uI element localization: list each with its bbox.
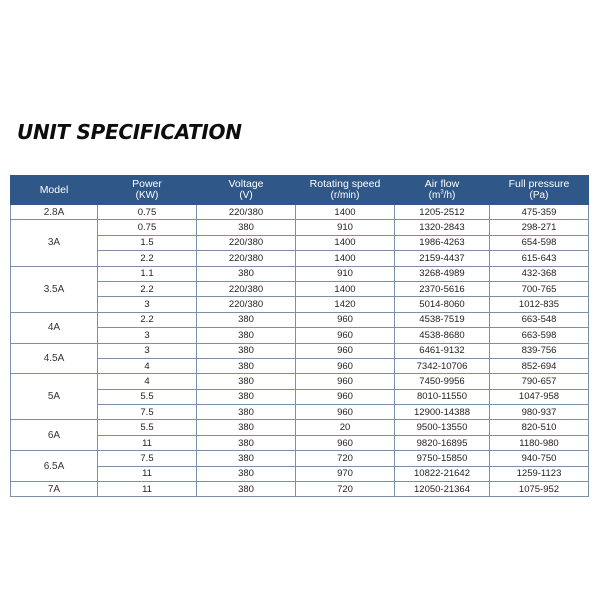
voltage-cell: 220/380: [197, 297, 296, 312]
airflow-cell: 7342-10706: [395, 358, 490, 373]
airflow-cell: 9820-16895: [395, 435, 490, 450]
speed-cell: 720: [296, 451, 395, 466]
airflow-cell: 12050-21364: [395, 482, 490, 497]
specification-table: [10, 175, 589, 497]
speed-cell: 960: [296, 389, 395, 404]
pressure-cell: 298-271: [490, 220, 589, 235]
airflow-cell: 9750-15850: [395, 451, 490, 466]
speed-cell: 960: [296, 435, 395, 450]
speed-cell: 910: [296, 266, 395, 281]
airflow-cell: 1986-4263: [395, 235, 490, 250]
table-row: [11, 220, 589, 235]
voltage-cell: 220/380: [197, 251, 296, 266]
airflow-cell: 2159-4437: [395, 251, 490, 266]
airflow-cell: 12900-14388: [395, 405, 490, 420]
power-cell: 3: [98, 297, 197, 312]
power-cell: 11: [98, 482, 197, 497]
table-row: [11, 358, 589, 373]
power-cell: 0.75: [98, 220, 197, 235]
voltage-cell: 380: [197, 266, 296, 281]
model-cell: 3.5A: [11, 266, 98, 312]
table-row: [11, 205, 589, 220]
voltage-cell: 380: [197, 435, 296, 450]
pressure-cell: 432-368: [490, 266, 589, 281]
header-voltage: Voltage (V): [197, 176, 296, 205]
table-header-row: [11, 176, 589, 205]
model-cell: 4.5A: [11, 343, 98, 374]
voltage-cell: 380: [197, 482, 296, 497]
airflow-cell: 1205-2512: [395, 205, 490, 220]
model-cell: 3A: [11, 220, 98, 266]
speed-cell: 960: [296, 374, 395, 389]
voltage-cell: 380: [197, 312, 296, 327]
speed-cell: 1400: [296, 251, 395, 266]
model-cell: 6.5A: [11, 451, 98, 482]
voltage-cell: 220/380: [197, 205, 296, 220]
pressure-cell: 790-657: [490, 374, 589, 389]
power-cell: 4: [98, 358, 197, 373]
power-cell: 0.75: [98, 205, 197, 220]
pressure-cell: 663-548: [490, 312, 589, 327]
power-cell: 3: [98, 328, 197, 343]
speed-cell: 1400: [296, 205, 395, 220]
voltage-cell: 380: [197, 451, 296, 466]
airflow-cell: 1320-2843: [395, 220, 490, 235]
power-cell: 2.2: [98, 312, 197, 327]
pressure-cell: 1047-958: [490, 389, 589, 404]
model-cell: 7A: [11, 482, 98, 497]
airflow-cell: 9500-13550: [395, 420, 490, 435]
pressure-cell: 839-756: [490, 343, 589, 358]
table-row: [11, 389, 589, 404]
model-cell: 5A: [11, 374, 98, 420]
speed-cell: 960: [296, 343, 395, 358]
table-row: [11, 435, 589, 450]
table-row: [11, 328, 589, 343]
pressure-cell: 663-598: [490, 328, 589, 343]
power-cell: 1.1: [98, 266, 197, 281]
table-row: [11, 374, 589, 389]
voltage-cell: 380: [197, 405, 296, 420]
speed-cell: 910: [296, 220, 395, 235]
voltage-cell: 380: [197, 343, 296, 358]
voltage-cell: 380: [197, 328, 296, 343]
voltage-cell: 220/380: [197, 281, 296, 296]
power-cell: 5.5: [98, 420, 197, 435]
speed-cell: 960: [296, 312, 395, 327]
speed-cell: 20: [296, 420, 395, 435]
airflow-cell: 6461-9132: [395, 343, 490, 358]
speed-cell: 970: [296, 466, 395, 481]
header-air-flow: Air flow $(m^3/h)$: [395, 176, 490, 205]
table-row: [11, 405, 589, 420]
model-cell: 6A: [11, 420, 98, 451]
speed-cell: 1400: [296, 235, 395, 250]
voltage-cell: 380: [197, 420, 296, 435]
header-model: Model: [11, 176, 98, 205]
speed-cell: 960: [296, 358, 395, 373]
voltage-cell: 380: [197, 358, 296, 373]
table-row: [11, 451, 589, 466]
table-row: [11, 281, 589, 296]
pressure-cell: 980-937: [490, 405, 589, 420]
page-title: UNIT SPECIFICATION: [17, 120, 242, 144]
pressure-cell: 1180-980: [490, 435, 589, 450]
table-row: [11, 266, 589, 281]
airflow-cell: 4538-7519: [395, 312, 490, 327]
pressure-cell: 852-694: [490, 358, 589, 373]
table-row: [11, 482, 589, 497]
power-cell: 11: [98, 435, 197, 450]
header-full-pressure: Full pressure (Pa): [490, 176, 589, 205]
power-cell: 4: [98, 374, 197, 389]
speed-cell: 720: [296, 482, 395, 497]
pressure-cell: 820-510: [490, 420, 589, 435]
airflow-cell: 7450-9956: [395, 374, 490, 389]
table-row: [11, 297, 589, 312]
speed-cell: 1420: [296, 297, 395, 312]
header-power: Power (KW): [98, 176, 197, 205]
power-cell: 11: [98, 466, 197, 481]
voltage-cell: 380: [197, 466, 296, 481]
pressure-cell: 654-598: [490, 235, 589, 250]
table-row: [11, 235, 589, 250]
table-row: [11, 343, 589, 358]
power-cell: 5.5: [98, 389, 197, 404]
power-cell: 7.5: [98, 405, 197, 420]
model-cell: 4A: [11, 312, 98, 343]
power-cell: 3: [98, 343, 197, 358]
pressure-cell: 1075-952: [490, 482, 589, 497]
airflow-cell: 5014-8060: [395, 297, 490, 312]
table-row: [11, 466, 589, 481]
pressure-cell: 615-643: [490, 251, 589, 266]
power-cell: 1.5: [98, 235, 197, 250]
speed-cell: 1400: [296, 281, 395, 296]
airflow-cell: 2370-5616: [395, 281, 490, 296]
power-cell: 7.5: [98, 451, 197, 466]
pressure-cell: 1012-835: [490, 297, 589, 312]
speed-cell: 960: [296, 328, 395, 343]
power-cell: 2.2: [98, 281, 197, 296]
table-row: [11, 312, 589, 327]
pressure-cell: 700-765: [490, 281, 589, 296]
airflow-cell: 4538-8680: [395, 328, 490, 343]
header-rotating-speed: Rotating speed (r/min): [296, 176, 395, 205]
model-cell: 2.8A: [11, 205, 98, 220]
voltage-cell: 220/380: [197, 235, 296, 250]
voltage-cell: 380: [197, 220, 296, 235]
airflow-cell: 10822-21642: [395, 466, 490, 481]
voltage-cell: 380: [197, 374, 296, 389]
airflow-cell: 8010-11550: [395, 389, 490, 404]
pressure-cell: 940-750: [490, 451, 589, 466]
voltage-cell: 380: [197, 389, 296, 404]
speed-cell: 960: [296, 405, 395, 420]
pressure-cell: 1259-1123: [490, 466, 589, 481]
pressure-cell: 475-359: [490, 205, 589, 220]
table-row: [11, 420, 589, 435]
airflow-cell: 3268-4989: [395, 266, 490, 281]
power-cell: 2.2: [98, 251, 197, 266]
table-row: [11, 251, 589, 266]
